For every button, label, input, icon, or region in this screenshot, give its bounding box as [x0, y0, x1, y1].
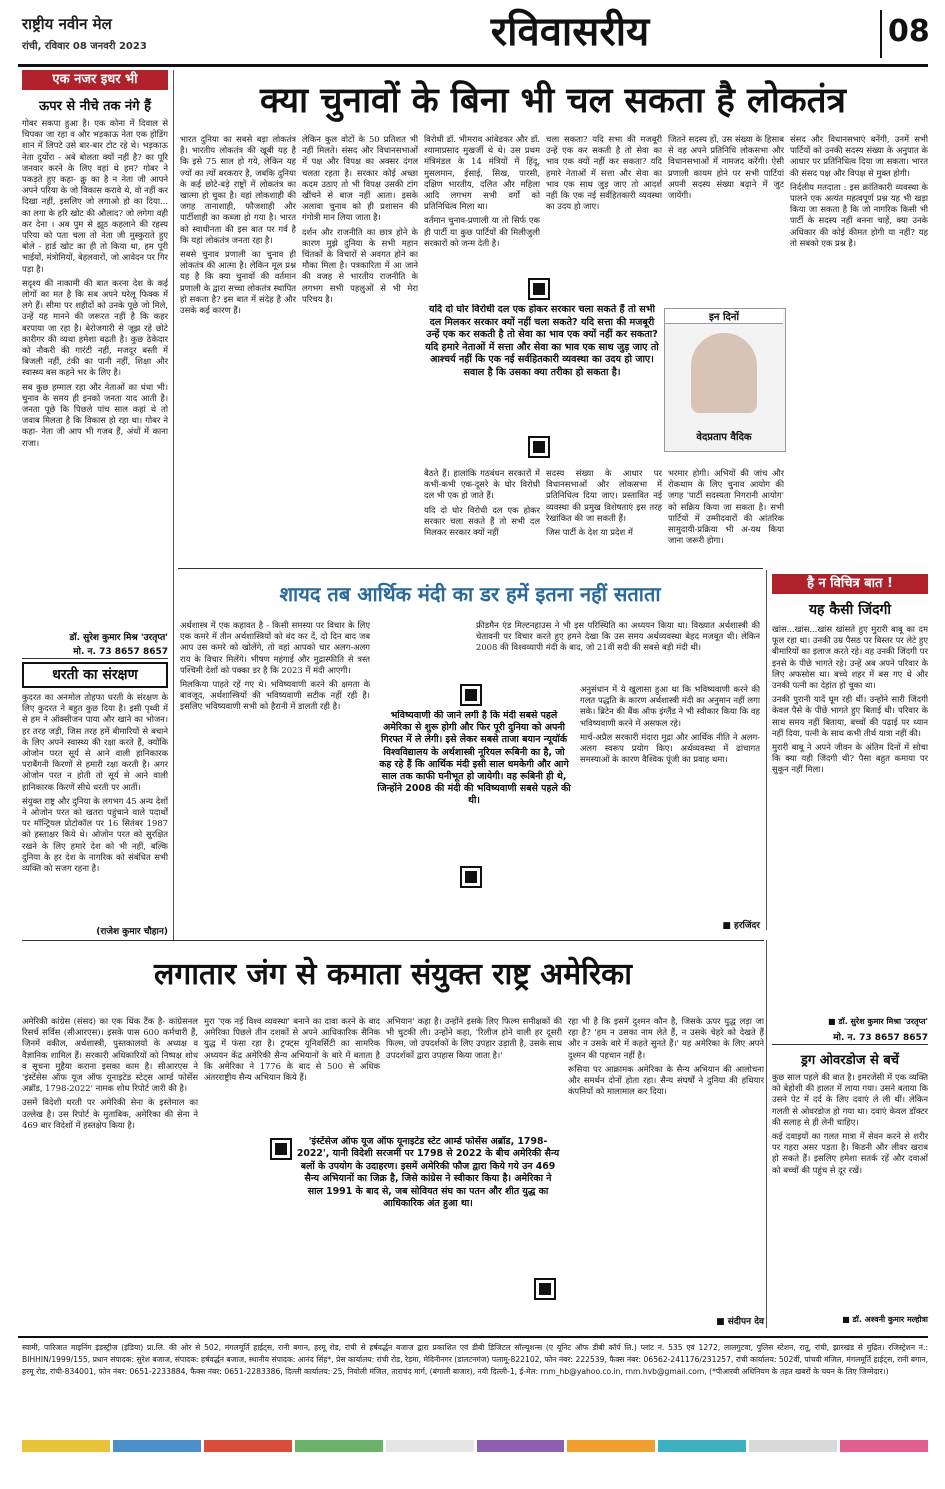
- recession-headline: शायद तब आर्थिक मंदी का डर हमें इतना नहीं सताता: [279, 582, 661, 606]
- right-box-para: खांस...खांस...खांस खांसते हुए मुरारी बाबू का दम फूल रहा था। उनकी उम्र पैसठ पर बिस्तर पर लेटे हुए बीमारियों का इलाज करते रहे। वह उनकी जिंदगी पर इनसे के पीछे भागते रहे। उन्हें अब अपने परिवार के लिए अफसोस था। बच्चे शहर में बस गए थे और उनकी पत्नी का देहांत हो चुका था।: [772, 624, 928, 691]
- color-swatch: [840, 1440, 928, 1452]
- lead-para: निर्दलीय मतदाता : इस क्रांतिकारी व्यवस्था के पालने एक अत्यंत महत्वपूर्ण प्रश्न यह भी खड़ा किया जा सकता है कि जो नागरिक किसी भी पार्टी के सदस्य नहीं बनना चाहें, क्या उनके अधिकार की कोई कीमत होगी या नहीं? यह तो सबको एक प्रश्न है।: [790, 181, 928, 248]
- photo-label: इन दिनों: [665, 309, 783, 324]
- lead-para: संसद और विधानसभाएं बनेंगी, उनमें सभी पार्टियों को उनकी सदस्य संख्या के अनुपात के आधार पर प्रतिनिधित्व दिया जा सकता। भारत की संसद पक्ष और विपक्ष से मुक्त होगी।: [790, 134, 928, 178]
- color-swatch: [658, 1440, 746, 1452]
- right-column-rule: [766, 570, 767, 930]
- right-box-para: उनकी पुरानी यादें घूम रही थीं। उन्होंने सारी जिंदगी केवल पैसे के पीछे भागते हुए बिताई थी। परिवार के साथ समय नहीं बिताया, बच्चों की पढ़ाई पर ध्यान नहीं दिया, पत्नी के साथ कभी तीर्थ यात्रा नहीं की।: [772, 694, 928, 738]
- section-title: रविवासरीय: [490, 8, 650, 55]
- right-bottom-para: कई दवाइयों का गलत मात्रा में सेवन करने से शरीर पर गहरा असर पड़ता है। किडनी और लीवर खराब हो सकते हैं। इसलिए हमेशा सतर्क रहें और दवाओं को बच्चों की पहुंच से दूर रखें।: [772, 1131, 928, 1175]
- masthead: [0, 0, 945, 64]
- usa-para: मुरा 'एक नई विश्व व्यवस्था' बनाने का दावा करने के बाद अमेरिका पिछले तीन दशकों से अपने आधिकारिक सैनिक युद्ध में फंसा रहा है। ट्रफ्ट्स यूनिवर्सिटी का सामरिक अध्ययन केंद्र अमेरिकी सैन्य अभियानों के बारे में बताता है कि अमेरिका ने 1776 के बाद से 500 से अधिक अंतरराष्ट्रीय सैन्य अभियान किये हैं।: [204, 1016, 380, 1083]
- usa-col-2: [204, 1016, 380, 1132]
- usa-para: उसमें विदेशी धरती पर अमेरिकी सेना के इस्तेमाल का उल्लेख है। उस रिपोर्ट के मुताबिक, अमेरिका की सेना ने 469 बार विदेशों में हस्तक्षेप किया है।: [22, 1097, 198, 1130]
- left-top-headline: ऊपर से नीचे तक नंगे हैं: [39, 99, 151, 114]
- recession-para: अनुसंधान में ये खुलासा हुआ था कि भविष्यवाणी करने की गलत पद्धति के कारण अर्थशास्त्री मंदी का अनुमान नहीं लगा सके। ब्रिटेन की बैंक ऑफ इंग्लैंड ने भी स्वीकार किया कि वह भविष्यवाणी करने में असफल रहे।: [580, 684, 760, 728]
- right-box-headline: यह कैसी जिंदगी: [808, 602, 892, 618]
- lead-para: यदि दो घोर विरोधी दल एक होकर सरकार चला सकते हैं तो सभी दल मिलकर सरकार क्यों नहीं: [424, 504, 540, 538]
- lead-pull-quote: यदि दो घोर विरोधी दल एक होकर सरकार चला सकते हैं तो सभी दल मिलकर सरकार क्यों नहीं चला सकते? यदि सत्ता की मजबूरी उन्हें एक कर सकती है तो सेवा का भाव एक क्यों नहीं कर सकता? यदि हमारे नेताओं में सत्ता और सेवा का भाव एक साथ जुड़ जाए तो आश्चर्य नहीं कि एक नई सर्वहितकारी व्यवस्था का उदय हो जाए। सवाल है कि उसका क्या तरीका हो सकता है।: [425, 304, 659, 378]
- recession-para: मार्च-अप्रैल सरकारी मंदारा मुद्रा और आर्थिक नीति ने अलग-अलग स्वरूप प्रयोग किए। अर्थव्यवस्था में ढांचागत समस्याओं के कारण वैश्विक पूंजी का प्रवाह थमा।: [580, 731, 760, 765]
- lead-para: जितने सदस्य हों, उस संख्या के हिसाब से वह अपने प्रतिनिधि लोकसभा और विधानसभाओं में नामजद करेंगी। ऐसी प्रणाली कायम होने पर सभी पार्टियां अपनी सदस्य संख्या बढ़ाने में जुट जायेंगी।: [668, 134, 784, 201]
- qr-code-icon: [460, 684, 482, 706]
- color-swatch: [567, 1440, 655, 1452]
- qr-code-icon: [534, 1278, 556, 1300]
- lead-para: भारत दुनिया का सबसे बड़ा लोकतंत्र है। भारतीय लोकतंत्र की खूबी यह है कि इसे 75 साल हो गये, लेकिन यह ज्यों का त्यों बरकरार है, जबकि दुनिया के कई छोटे-बड़े राष्ट्रों में लोकतंत्र का खात्मा हो चुका है। वहां लोकशाही की जगह तानाशाही, फौजशाही और पार्टीशाही का कब्जा हो गया है। भारत को स्वाधीनता की इस बात पर गर्व है कि यहां लोकतंत्र जनता रहा है।: [180, 134, 296, 245]
- right-box-phone: मो. न. 73 8657 8657: [833, 1033, 928, 1043]
- lead-headline: क्या चुनावों के बिना भी चल सकता है लोकतंत्र: [260, 81, 846, 121]
- right-bottom-body: [772, 1072, 928, 1312]
- lead-col-6: [790, 134, 928, 562]
- lead-para: सदस्य संख्या के आधार पर विधानसभाओं और लोकसभा में प्रतिनिधित्व दिया जाए। प्रस्तावित नई व्यवस्था की प्रमुख विशेषताएं इस तरह रेखांकित की जा सकती हैं।: [546, 468, 662, 523]
- right-bottom-author: ■ डॉ. अश्वनी कुमार मल्होत्रा: [842, 1315, 928, 1324]
- lead-lower-col-3: [668, 468, 784, 564]
- left-top-para: सब कुछ हम्माल रहा और नेताओं का धंधा भी। चुनाव के समय ही इनको जनता याद आती है। जनता पूछे कि पिछले पांच साल कहां थे तो जवाब मिलता है कि विकास हो रहा था। गोबर ने कहा- नेता जी आप भी गजब हैं, अंधों में काना राजा।: [22, 381, 168, 448]
- right-box-title: है न विचित्र बात !: [772, 574, 928, 594]
- right-box-author: ■ डॉ. सुरेश कुमार मिश्रा 'उरतृप्त': [828, 1017, 928, 1026]
- recession-author: ■ हरजिंदर: [722, 921, 760, 931]
- left-column-rule: [173, 70, 174, 940]
- left-top-author: डॉ. सुरेश कुमार मिश्र 'उरतृप्त': [69, 633, 168, 643]
- masthead-rule: [18, 64, 928, 67]
- lead-col-3: [424, 134, 540, 270]
- page-number: 08: [888, 14, 930, 49]
- lead-col-5: [668, 134, 784, 270]
- divider: [22, 658, 168, 659]
- divider: [178, 568, 763, 569]
- divider: [22, 940, 764, 941]
- recession-col-2: [476, 620, 760, 680]
- color-swatch: [22, 1440, 110, 1452]
- recession-col-3: [580, 684, 760, 900]
- left-mid-body: [22, 692, 168, 922]
- lead-col-4: [546, 134, 662, 270]
- right-bottom-para: कुछ साल पहले की बात है। इमरजेंसी में एक व्यक्ति को बेहोशी की हालत में लाया गया। उसने बताया कि उसने पेट में दर्द के लिए दवाएं ले ली थीं। लेकिन गलती से ओवरडोज हो गया था। दवाएं केवल डॉक्टर की सलाह से ही लेनी चाहिए।: [772, 1072, 928, 1127]
- dateline: रांची, रविवार 08 जनवरी 2023: [22, 41, 147, 52]
- left-top-para: गोबर सकपा हुआ है। एक कोना में दिवाल से चिपका जा रहा व और भड़काऊ नेता एक होडिंग शान में लिपटे उसे बार-बार टोट रहे थे। भड़काऊ नेता दुर्योरा - अबे बोलता क्यों नहीं है? का पूरि जनवार करने के लिए वहां थे हम? गोबर ने पकड़ते हुए कहा- क्रु का है न नेता जी आपने अपने परिया के जो विकास करावे थे, वो नहीं कर दिखा नहीं, इसलिए जो लगाओ हो का दिया... का लगा के हरि खोट की औलाद? जो लगेगा वही कर देना । अब पुम से झूठ कहलाने की रहस्य परिया को पता चला तो नेता जी मुस्कुराते हुए बोले - हार्ड खोट का ही तो किया था, हम पूरी भाईयों, मंत्रोमियों, बेहलवारों, जो आवेदन पर गिर पड़ा है।: [22, 118, 168, 274]
- qr-code-icon: [460, 866, 482, 888]
- qr-code-icon: [528, 278, 550, 300]
- usa-col-3: [386, 1016, 562, 1132]
- lead-para: लेकिन कुल वोटों के 50 प्रतिशत भी नहीं मिलते। संसद और विधानसभाओं में पक्ष और विपक्ष का अक्सर दंगल चलता रहता है। सरकार कोई अच्छा कदम उठाए तो भी विपक्ष उसकी टांग खींचने से बाज नहीं आता। इसके अलावा चुनाव को ही प्रशासन की गंगोत्री मान लिया जाता है।: [302, 134, 418, 223]
- lead-para: भरमार होगी। अभियों की जांच और रोकथाम के लिए चुनाव आयोग की जगह 'पार्टी सदस्यता निगरानी आयोग' को सक्रिय किया जा सकता है। सभी पार्टियों में उम्मीदवारों की आंतरिक सामुदायी-प्रक्रिया भी अ-यथ किया जाना जरूरी होगा।: [668, 468, 784, 546]
- photo-caption: वेदप्रताप वैदिक: [696, 432, 752, 443]
- usa-para: अभियान' कहा है। उन्होंने इसके लिए फिल्म समीक्षकों की भी चुटकी ली। उन्होंने कहा, 'रिलीज होने वाली हर दूसरी फिल्म, जो उपदर्शकों के लिए उपहार उड़ाती है, उसके साथ उपदर्शकों द्वारा उपहास किया जाता है।': [386, 1016, 562, 1060]
- author-photo: [691, 333, 757, 413]
- right-column-rule: [766, 940, 767, 1328]
- usa-pull-quote: 'इंस्टेंसेज ऑफ यूज ऑफ यूनाइटेड स्टेट आर्म्ड फोर्सेस अब्रॉड, 1798-2022', यानी विदेशी सरजमीं पर 1798 से 2022 के बीच अमेरिकी सैन्य बलों के उपयोग के उदाहरण। इसमें अमेरिकी फौज द्वारा किये गये उन 469 सैन्य अभियानों का जिक्र है, जिसे कांग्रेस ने स्वीकार किया है। अमेरिका ने साल 1991 के बाद से, जब सोवियत संघ का पतन और शीत युद्ध का आधिकारिक अंत हुआ था।: [296, 1136, 560, 1210]
- lead-para: वर्तमान चुनाव-प्रणाली या तो सिर्फ एक ही पार्टी या कुछ पार्टियों की मिलीजुली सरकारों को जन्म देती है।: [424, 215, 540, 248]
- usa-col-1: [22, 1016, 198, 1322]
- right-bottom-headline: ड्रग ओवरडोज से बचें: [800, 1053, 900, 1068]
- color-swatch: [386, 1440, 474, 1452]
- recession-pull-quote: भविष्यवाणी की जाने लगी है कि मंदी सबसे पहले अमेरिका से शुरू होगी और फिर पूरी दुनिया को अपनी गिरफ्त में ले लेगी। इसे लेकर सबसे ताजा बयान न्यूयॉर्क विश्वविद्यालय के अर्थशास्त्री नूरियल रूबिनी का है, जो कह रहे हैं कि आर्थिक मंदी इसी साल धमकेगी और आगे साल तक काफी घनीभूत हो जायेगी। वह रूबिनी ही थे, जिन्होंने 2008 की मंदी की भविष्यवाणी सबसे पहले की थी।: [377, 710, 571, 807]
- left-mid-title: धरती का संरक्षण: [22, 662, 168, 688]
- usa-col-4: [568, 1016, 764, 1312]
- lead-para: दर्शन और राजनीति का छात्र होने के कारण मुझे दुनिया के सभी महान चिंतकों के विचारों से अवगत होने का मौका मिला है। पत्रकारिता में आ जाने की वजह से भारतीय राजनीति के लगभग सभी पहलुओं से भी मेरा परिचय है।: [302, 226, 418, 304]
- lead-para: चला सकता? यदि सभा की मजबूरी उन्हें एक कर सकती है तो सेवा का भाव एक क्यों नहीं कर सकता? यदि हमारे नेताओं में सत्ता और सेवा का भाव एक साथ जुड़ जाए तो आदर्श नहीं कि एक नई सर्वहितकारी व्यवस्था का उदय हो जाए।: [546, 134, 662, 212]
- qr-code-icon: [528, 436, 550, 458]
- lead-para: जिस पार्टी के देश या प्रदेश में: [546, 527, 633, 538]
- recession-para: मिलकिया पाहते रहें गए थे। भविष्यवाणी करने की क्षमता के बावजूद, अर्थशास्त्रियों की भविष्यवाणी सटीक नहीं रही है। इसलिए भविष्यवाणी सभी को हैरानी में डालती रही है।: [180, 679, 370, 712]
- color-swatch: [749, 1440, 837, 1452]
- right-box-body: [772, 624, 928, 1014]
- left-mid-para: कुदरत का अनमोल तोहफा धरती के संरक्षण के लिए कुदरत ने बहुत कुछ दिया है। इसी पृथ्वी में से हम ने ऑक्सीजन पाया और खाने का भोजन। हर तरह जड़ी, जिस तरह हमें बीमारियों से बचाने के लिए अपने स्वास्थ्य की रक्षा करते हैं, क्योंकि ओजोन परत सूर्य से आने वाली हानिकारक पराबैंगनी किरणों से हमारी रक्षा करती है। अगर ओजोन परत न होती तो सूर्य से आने वाली हानिकारक किरणें सीधे धरती पर आतीं।: [22, 692, 168, 792]
- left-box-title: एक नजर इधर भी: [22, 70, 168, 90]
- divider: [772, 1044, 928, 1045]
- lead-para: बैठते हैं। हालांकि गठबंधन सरकारों में कभी-कभी एक-दूसरे के घोर विरोधी दल भी एक हो जाते हैं।: [424, 468, 540, 501]
- lead-col-1: [180, 134, 296, 562]
- lead-col-2: [302, 134, 418, 562]
- color-swatch: [295, 1440, 383, 1452]
- lead-para: सबसे चुनाव प्रणाली का चुनाव ही लोकतंत्र की आत्मा है। लेकिन मूल प्रश्न यह है कि क्या चुनावों की वर्तमान प्रणाली के द्वारा सच्चा लोकतंत्र स्थापित हो सकता है? इस बात में संदेह है और उसके कई कारण हैं।: [180, 249, 296, 316]
- color-swatch: [477, 1440, 565, 1452]
- right-box-para: मुरारी बाबू ने अपने जीवन के अंतिम दिनों में सोचा कि क्या यही जिंदगी थी? पैसा बहुत कमाया पर सुकून नहीं मिला।: [772, 742, 928, 775]
- newspaper-logo: राष्ट्रीय नवीन मेल: [22, 15, 112, 33]
- lead-para: विरोधी डॉ. भीमराव आंबेडकर और डॉ. श्यामाप्रसाद मुखर्जी थे थे। उस प्रथम मंत्रिमंडल के 14 मंत्रियों में हिंदू, मुसलमान, ईसाई, सिख, पारसी, दक्षिण भारतीय, दलित और महिला आदि लगभग सभी वर्गों को प्रतिनिधित्व मिला था।: [424, 134, 540, 212]
- recession-para: अर्थशास्त्र में एक कहावत है - किसी समस्या पर विचार के लिए एक कमरे में तीन अर्थशास्त्रियों को बंद कर दें, दो दिन बाद जब आप उस कमरे को खोलेंगे, तो वहां आपको चार अलग-अलग राय के विचार मिलेंगे। भीषण महंगाई और मुद्रास्फीति से त्रस्त पश्चिमी देशों को पक्का डर है कि 2023 में मंदी आएगी।: [180, 620, 370, 675]
- color-swatch: [113, 1440, 201, 1452]
- left-top-para: सदृश्य की नाकामी की बात करना देश के कई लोगों का मत है कि सब अपने घरेलू फिक्क में लगे हैं। सीमा पर शहीदों को उनके पूछे जो मिले, उन्हें यह मानने की जरूरत नहीं है कि कहर बरपाया जा रहा है। बेरोजगारी से जूझ रहे छोटे कारीगर की व्यथा हमेशा बढ़ती है। कुछ ठेकेदार को नौकरी की गारंटी नहीं, मजदूर बस्ती में बिजली नहीं, टंकी का पानी नहीं, शिक्षा और स्वास्थ्य बस कहने भर के लिए है।: [22, 277, 168, 378]
- usa-para: रहा भी है कि इसमें दुश्मन कौन है, जिसके ऊपर युद्ध लड़ा जा रहा है? 'हम न उसका नाम लेते हैं, न उसके चेहरे को देखते हैं और न उसके बारे में कहते सुनते हैं।' यह अमेरिका के लिए अपने दुश्मन की पहचान नहीं है।: [568, 1016, 764, 1060]
- lead-lower-col-2: [546, 468, 662, 564]
- recession-para: फ्रीडमैन एंड मिल्टनहाउस ने भी इस परिस्थिति का अध्ययन किया था। विख्यात अर्थशास्त्री की चेतावनी पर विचार करते हुए हमने देखा कि उस समय अर्थव्यवस्था बेहद मजबूत थी। लेकिन 2008 की विश्वव्यापी मंदी के बाद, जो 21वीं सदी की सबसे बड़ी मंदी थी।: [476, 620, 760, 653]
- recession-col-1: [180, 620, 370, 928]
- usa-para: अमेरिकी कांग्रेस (संसद) का एक थिंक टैंक है- कांग्रेसनल रिसर्च सर्विस (सीआरएस)। इसके पास 600 कर्मचारी हैं, जिनमें वकील, अर्थशास्त्री, पुस्तकालयों के अध्यक्ष व वैज्ञानिक शामिल हैं। सरकारी अधिकारियों को निष्पक्ष शोध व सूचना मुहैया कराना इसका काम है। सीआरएस ने 'इंस्टेंसेस ऑफ यूज ऑफ यूनाइटेड स्टेट्स आर्म्ड फोर्सेस अब्रॉड, 1798-2022' नामक शोध रिपोर्ट जारी की है।: [22, 1016, 198, 1094]
- color-swatch: [204, 1440, 292, 1452]
- left-top-body: [22, 118, 168, 626]
- lead-lower-col-1: [424, 468, 540, 564]
- author-photo-box: [664, 308, 786, 452]
- left-top-phone: मो. न. 73 8657 8657: [73, 647, 168, 657]
- qr-code-icon: [270, 1138, 292, 1160]
- left-mid-para: संयुक्त राष्ट्र और दुनिया के लगभग 45 अन्य देशों ने ओजोन परत को खतरा पहुंचाने वाले पदार्थों पर मॉन्ट्रियल प्रोटोकॉल पर 16 सितंबर 1987 को हस्ताक्षर किये थे। ओजोन परत को सुरक्षित रखने के लिए हमारे देश को भी नहीं, बल्कि दुनिया के हर देश के नागरिक को संबंधित सभी व्यक्ति को सजग रहना है।: [22, 795, 168, 874]
- usa-headline: लगातार जंग से कमाता संयुक्त राष्ट्र अमेरिका: [154, 957, 632, 992]
- left-mid-author: (राजेश कुमार चौहान): [96, 927, 168, 937]
- usa-para: रूसिया पर आक्रामक अमेरिका के सैन्य अभियान की आलोचना और समर्थन दोनों होता रहा। सैन्य संघर्षों ने दुनिया की हथियार कंपनियों को मालामाल कर दिया।: [568, 1063, 764, 1097]
- imprint: स्वामी, पारिजात माइनिंग इंडस्ट्रीज (इंडिया) प्रा.लि. की ओर से 502, मंगलमूर्ति हाईट्स, रानी बगान, हरमू रोड, रांची से हर्षवर्द्धन बजाज द्वारा प्रकाशित एवं डीबी डिजिटल सॉल्यूशन्स (ए यूनिट ऑफ डीबी कॉर्प लि.) प्लांट नं. 535 एवं 1272, लालगुटवा, पुलिस स्टेशन, रातू, रांची, झारखंड से मुद्रित। रजिस्ट्रेशन नं.: BIHHIN/1999/155, प्रधान संपादक: सुरेश बजाज, संपादक: हर्षवर्द्धन बजाज, स्थानीय संपादक: आनंद सिंह*, प्रेस कार्यालय: रांची रोड, रेड़मा, मेदिनीनगर (डालटनगंज) पलामू-822102, फोन नंबर: 222539, फैक्स नंबर: 06562-241176/231257, रांची कार्यालय: 502वीं, पांचवी मंजिल, मंगलमूर्ति हाईट्स, रानी बगान, हरमू रोड, रांची-834001, फोन नंबर: 0651-2233884, फैक्स नंबर: 0651-2283386, दिल्ली कार्यालय: 25, नियोली मंजिल, ताराचंद मार्ग, (बंगाली बाजार), नयी दिल्ली-1, ई-मेल: rnm_hb@yahoo.co.in, rnm.hvb@gmail.com, (*पीआरबी अधिनियम के तहत खबरों के चयन के लिए जिम्मेदार।): [22, 1343, 928, 1376]
- usa-author: ■ संदीपन देव: [716, 1317, 764, 1327]
- registration-color-strip: [22, 1440, 928, 1452]
- masthead-divider: [880, 10, 882, 58]
- imprint-rule: [18, 1336, 928, 1338]
